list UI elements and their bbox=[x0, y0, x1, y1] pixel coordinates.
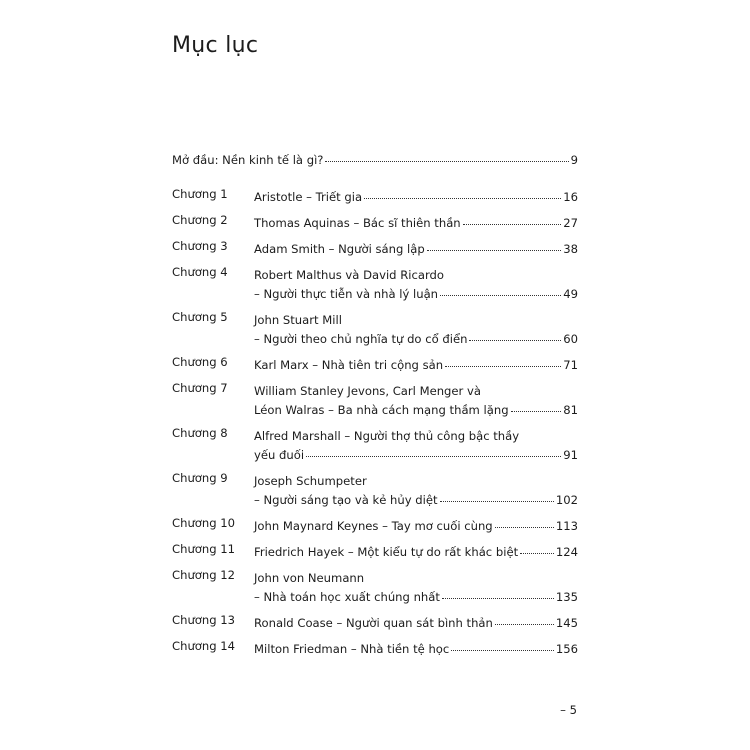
dot-leader bbox=[325, 161, 568, 162]
toc-page-number: 16 bbox=[563, 190, 578, 204]
chapter-label: Chương 13 bbox=[172, 613, 236, 627]
chapter-label: Chương 4 bbox=[172, 265, 228, 279]
toc-page-number: 49 bbox=[563, 287, 578, 301]
chapter-title-block bbox=[254, 469, 578, 507]
chapter-title-line bbox=[254, 237, 578, 256]
toc-entry[interactable] bbox=[172, 379, 578, 417]
chapter-title-line bbox=[254, 282, 578, 301]
chapter-title-text: John Maynard Keynes – Tay mơ cuối cùng bbox=[254, 519, 493, 533]
toc-entry[interactable] bbox=[172, 185, 578, 204]
chapter-title-line bbox=[254, 211, 578, 230]
toc-page-number: 156 bbox=[555, 642, 578, 656]
chapter-label: Chương 8 bbox=[172, 426, 228, 440]
chapter-title-line bbox=[254, 585, 578, 604]
chapter-title-line bbox=[254, 398, 578, 417]
toc-page-number: 91 bbox=[563, 448, 578, 462]
chapter-list bbox=[172, 185, 578, 656]
table-of-contents bbox=[172, 148, 578, 663]
dot-leader bbox=[306, 456, 561, 457]
chapter-title-block bbox=[254, 237, 578, 256]
toc-entry[interactable] bbox=[172, 263, 578, 301]
dot-leader bbox=[442, 598, 554, 599]
chapter-title-text: Milton Friedman – Nhà tiền tệ học bbox=[254, 642, 450, 656]
chapter-title-text: Robert Malthus và David Ricardo bbox=[254, 268, 444, 282]
dot-leader bbox=[445, 366, 561, 367]
chapter-title-line bbox=[254, 185, 578, 204]
chapter-title-line bbox=[254, 469, 578, 488]
chapter-label: Chương 3 bbox=[172, 239, 228, 253]
chapter-label: Chương 14 bbox=[172, 639, 236, 653]
toc-entry[interactable] bbox=[172, 566, 578, 604]
chapter-label: Chương 5 bbox=[172, 310, 228, 324]
chapter-title-text: yếu đuối bbox=[254, 448, 305, 462]
toc-page-number: 71 bbox=[563, 358, 578, 372]
chapter-title-block bbox=[254, 637, 578, 656]
chapter-title-text: – Người sáng tạo và kẻ hủy diệt bbox=[254, 493, 438, 507]
toc-entry[interactable] bbox=[172, 424, 578, 462]
dot-leader bbox=[469, 340, 561, 341]
toc-entry[interactable] bbox=[172, 469, 578, 507]
toc-entry[interactable] bbox=[172, 353, 578, 372]
dot-leader bbox=[495, 527, 554, 528]
chapter-title-line bbox=[254, 263, 578, 282]
toc-page-number: 81 bbox=[563, 403, 578, 417]
toc-entry[interactable] bbox=[172, 237, 578, 256]
dot-leader bbox=[511, 411, 562, 412]
chapter-label: Chương 9 bbox=[172, 471, 228, 485]
chapter-title-text: Adam Smith – Người sáng lập bbox=[254, 242, 425, 256]
chapter-title-line bbox=[254, 611, 578, 630]
toc-page-number: 27 bbox=[563, 216, 578, 230]
toc-page-number: 124 bbox=[555, 545, 578, 559]
chapter-title-block bbox=[254, 611, 578, 630]
chapter-title-text: Aristotle – Triết gia bbox=[254, 190, 363, 204]
chapter-title-block bbox=[254, 540, 578, 559]
chapter-title-text: – Người theo chủ nghĩa tự do cổ điển bbox=[254, 332, 468, 346]
chapter-title-text: John von Neumann bbox=[254, 571, 365, 585]
chapter-title-block bbox=[254, 353, 578, 372]
chapter-title-block bbox=[254, 424, 578, 462]
chapter-title-text: – Nhà toán học xuất chúng nhất bbox=[254, 590, 440, 604]
toc-page-number: 102 bbox=[555, 493, 578, 507]
chapter-title-text: – Người thực tiễn và nhà lý luận bbox=[254, 287, 439, 301]
toc-entry[interactable] bbox=[172, 308, 578, 346]
chapter-title-line bbox=[254, 379, 578, 398]
chapter-title-text: Alfred Marshall – Người thợ thủ công bậc thầy bbox=[254, 429, 520, 443]
chapter-title-line bbox=[254, 353, 578, 372]
toc-entry[interactable] bbox=[172, 611, 578, 630]
chapter-label: Chương 1 bbox=[172, 187, 228, 201]
chapter-title-text: William Stanley Jevons, Carl Menger và bbox=[254, 384, 481, 398]
chapter-label: Chương 7 bbox=[172, 381, 228, 395]
dot-leader bbox=[440, 295, 561, 296]
toc-page-number: 9 bbox=[570, 153, 578, 167]
chapter-title-line bbox=[254, 566, 578, 585]
chapter-title-block bbox=[254, 379, 578, 417]
dot-leader bbox=[427, 250, 562, 251]
dot-leader bbox=[520, 553, 554, 554]
chapter-title-block bbox=[254, 185, 578, 204]
toc-page-number: 38 bbox=[563, 242, 578, 256]
toc-page-number: 135 bbox=[555, 590, 578, 604]
chapter-title-block bbox=[254, 308, 578, 346]
chapter-title-line bbox=[254, 540, 578, 559]
page-title: Mục lục bbox=[172, 33, 259, 58]
chapter-title-block bbox=[254, 566, 578, 604]
chapter-title-line bbox=[254, 488, 578, 507]
chapter-title-text: Karl Marx – Nhà tiên tri cộng sản bbox=[254, 358, 444, 372]
chapter-title-line bbox=[254, 637, 578, 656]
toc-entry[interactable] bbox=[172, 514, 578, 533]
chapter-label: Chương 11 bbox=[172, 542, 236, 556]
toc-intro-entry[interactable] bbox=[172, 148, 578, 167]
toc-entry[interactable] bbox=[172, 540, 578, 559]
toc-entry[interactable] bbox=[172, 637, 578, 656]
chapter-title-line bbox=[254, 327, 578, 346]
toc-intro-title: Mở đầu: Nền kinh tế là gì? bbox=[172, 153, 324, 167]
chapter-title-text: Ronald Coase – Người quan sát bình thản bbox=[254, 616, 493, 630]
chapter-label: Chương 2 bbox=[172, 213, 228, 227]
toc-entry[interactable] bbox=[172, 211, 578, 230]
chapter-title-line bbox=[254, 443, 578, 462]
dot-leader bbox=[364, 198, 561, 199]
chapter-title-text: Friedrich Hayek – Một kiểu tự do rất khác biệt bbox=[254, 545, 519, 559]
chapter-label: Chương 12 bbox=[172, 568, 236, 582]
dot-leader bbox=[495, 624, 554, 625]
chapter-title-line bbox=[254, 424, 578, 443]
chapter-title-text: Thomas Aquinas – Bác sĩ thiên thần bbox=[254, 216, 461, 230]
page-number: – 5 bbox=[560, 703, 577, 717]
chapter-title-text: Joseph Schumpeter bbox=[254, 474, 367, 488]
chapter-title-block bbox=[254, 514, 578, 533]
chapter-title-block bbox=[254, 263, 578, 301]
chapter-label: Chương 6 bbox=[172, 355, 228, 369]
dot-leader bbox=[451, 650, 554, 651]
chapter-title-text: John Stuart Mill bbox=[254, 313, 342, 327]
toc-page-number: 145 bbox=[555, 616, 578, 630]
chapter-title-text: Léon Walras – Ba nhà cách mạng thầm lặng bbox=[254, 403, 509, 417]
chapter-title-line bbox=[254, 308, 578, 327]
dot-leader bbox=[463, 224, 562, 225]
chapter-title-block bbox=[254, 211, 578, 230]
toc-page-number: 113 bbox=[555, 519, 578, 533]
chapter-label: Chương 10 bbox=[172, 516, 236, 530]
dot-leader bbox=[440, 501, 554, 502]
chapter-title-line bbox=[254, 514, 578, 533]
toc-page-number: 60 bbox=[563, 332, 578, 346]
